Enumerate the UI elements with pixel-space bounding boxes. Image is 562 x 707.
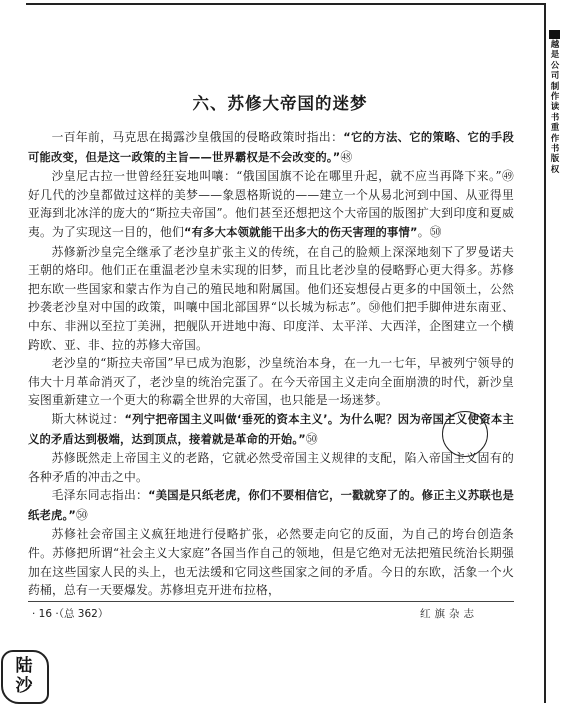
library-stamp: [1, 650, 49, 704]
text-run: ㊽: [340, 149, 353, 164]
text-run: ㊿: [75, 507, 88, 522]
margin-circle-mark: [442, 411, 488, 457]
bold-quote: “列宁把帝国主义叫做‘垂死的资本主义’。为什么呢？因为帝国主义使资本主义的矛盾达到极端，达到顶点，接着就是革命的开始。”: [28, 412, 515, 446]
text-run: 苏修既然走上帝国主义的老路，它就必然受帝国主义规律的支配，陷入帝国主义固有的各种矛盾的冲击之中。: [28, 451, 514, 484]
text-run: 一百年前，马克思在揭露沙皇俄国的侵略政策时指出：: [51, 130, 344, 144]
paragraph: [28, 167, 514, 242]
text-run: 。㊿: [417, 224, 442, 239]
stamp-text: 陆沙: [15, 656, 33, 696]
paragraph: [28, 243, 514, 355]
text-run: ㊿: [305, 431, 318, 446]
paragraph: [28, 128, 514, 167]
paragraph: [28, 354, 514, 410]
footer-rule: [28, 601, 514, 602]
journal-name: 红旗杂志: [420, 608, 478, 620]
text-run: 苏修社会帝国主义疯狂地进行侵略扩张，必然要走向它的反面，为自己的垮台创造条件。苏修把所谓“社会主义大家庭”各国当作自己的领地，但是它绝对无法把殖民统治长期强加在这些国家人民的头上，也无法缓和它同这些国家之间的矛盾。今日的东欧，活象一个火药桶，总有一天要爆发。苏修坦克开进布拉格，: [28, 527, 514, 598]
bold-quote: “美国是只纸老虎，你们不要相信它，一戳就穿了的。修正主义苏联也是纸老虎。”: [28, 489, 514, 522]
page-title: 六、苏修大帝国的迷梦: [192, 94, 368, 113]
text-run: 沙皇尼古拉一世曾经狂妄地叫嚷：“俄国国旗不论在哪里升起，就不应当再降下来。”㊾好几代的沙皇都做过这样的美梦——象恩格斯说的——建立一个从易北河到中国、从亚得里亚海到北冰洋的庞大的“斯拉夫帝国”。他们甚至还想把这个大帝国的版图扩大到印度和夏威夷。为了实现这一目的，他们: [28, 169, 514, 239]
side-label: 越是公司制作读书重作书版权: [550, 40, 560, 175]
text-run: 老沙皇的“斯拉夫帝国”早已成为泡影，沙皇统治本身，在一九一七年，早被列宁领导的伟大十月革命消灭了，老沙皇的统治完蛋了。在今天帝国主义走向全面崩溃的时代，新沙皇妄图重新建立一个更大的称霸全世界的大帝国，也只能是一场迷梦。: [28, 356, 514, 408]
article-body: [28, 128, 514, 600]
text-run: 苏修新沙皇完全继承了老沙皇扩张主义的传统，在自己的脸颊上深深地刻下了罗曼诺夫王朝的烙印。他们正在重温老沙皇未实现的旧梦，而且比老沙皇的侵略野心更大得多。苏修把东欧一些国家和蒙古作为自己的殖民地和附属国。他们还妄想侵占更多的中国领土，公然抄袭老沙皇对中国的政策，叫嚷中国北部国界“以长城为标志”。㊿他们把手脚伸进东南亚、中东、非洲以至拉丁美洲，把舰队开进地中海、印度洋、太平洋、大西洋，企图建立一个横跨欧、亚、非、拉的苏修大帝国。: [28, 244, 514, 352]
text-run: 毛泽东同志指出：: [51, 488, 149, 503]
text-run: 斯大林说过：: [51, 411, 125, 426]
side-mark: [549, 30, 560, 39]
page-frame-right: [544, 3, 546, 703]
page-folio: · 16 ·（总 362）: [32, 608, 109, 620]
bold-quote: “有多大本领就能干出多大的伤天害理的事情”: [183, 225, 418, 239]
paragraph: [28, 410, 514, 449]
paragraph: [28, 525, 514, 599]
bold-quote: “它的方法、它的策略、它的手段可能改变，但是这一政策的主旨——世界霸权是不会改变的。”: [28, 131, 514, 164]
paragraph: [28, 486, 514, 525]
paragraph: [28, 449, 514, 486]
page-frame-top: [26, 3, 546, 5]
